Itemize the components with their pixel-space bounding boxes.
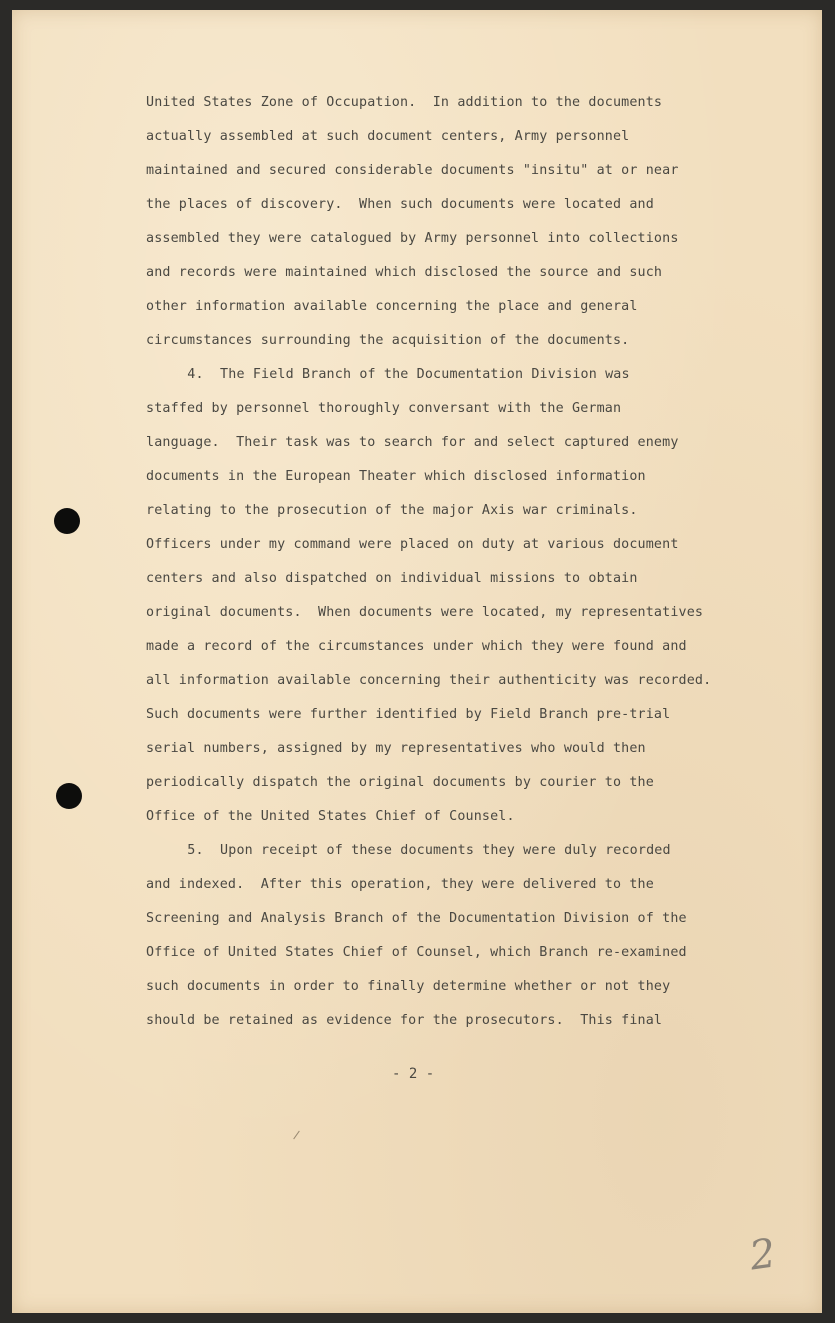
text-line: and records were maintained which disclosed the source and such [146, 264, 663, 280]
text-line: documents in the European Theater which disclosed information [146, 468, 646, 484]
text-line: language. Their task was to search for and select captured enemy [146, 434, 679, 450]
text-line: made a record of the circumstances under which they were found and [146, 638, 687, 654]
page-number: - 2 - [392, 1066, 435, 1082]
text-line: Screening and Analysis Branch of the Documentation Division of the [146, 910, 687, 926]
punch-hole-top [54, 508, 80, 534]
text-line: the places of discovery. When such documents were located and [146, 196, 654, 212]
text-line: Officers under my command were placed on duty at various document [146, 536, 679, 552]
handwritten-page-mark: 2 [746, 1230, 779, 1280]
punch-hole-bottom [56, 783, 82, 809]
text-line: Such documents were further identified by Field Branch pre-trial [146, 706, 671, 722]
text-line: all information available concerning their authenticity was recorded. [146, 672, 712, 688]
paragraph-4-first-line: 4. The Field Branch of the Documentation Division was [187, 366, 630, 382]
text-line: periodically dispatch the original documents by courier to the [146, 774, 654, 790]
text-line: actually assembled at such document centers, Army personnel [146, 128, 630, 144]
text-line: serial numbers, assigned by my representatives who would then [146, 740, 646, 756]
text-line: circumstances surrounding the acquisition of the documents. [146, 332, 630, 348]
text-line: assembled they were catalogued by Army personnel into collections [146, 230, 679, 246]
text-line: Office of United States Chief of Counsel, which Branch re-examined [146, 944, 687, 960]
text-line: Office of the United States Chief of Counsel. [146, 808, 515, 824]
text-line: United States Zone of Occupation. In addition to the documents [146, 94, 663, 110]
text-line: other information available concerning the place and general [146, 298, 638, 314]
text-line: should be retained as evidence for the prosecutors. This final [146, 1012, 663, 1028]
text-line: maintained and secured considerable documents "insitu" at or near [146, 162, 679, 178]
text-line: original documents. When documents were located, my representatives [146, 604, 704, 620]
text-line: staffed by personnel thoroughly conversant with the German [146, 400, 622, 416]
text-line: relating to the prosecution of the major Axis war criminals. [146, 502, 638, 518]
text-line: and indexed. After this operation, they were delivered to the [146, 876, 654, 892]
paragraph-5-first-line: 5. Upon receipt of these documents they were duly recorded [187, 842, 671, 858]
document-body [146, 88, 746, 1040]
text-line: such documents in order to finally determine whether or not they [146, 978, 671, 994]
text-line: centers and also dispatched on individual missions to obtain [146, 570, 638, 586]
